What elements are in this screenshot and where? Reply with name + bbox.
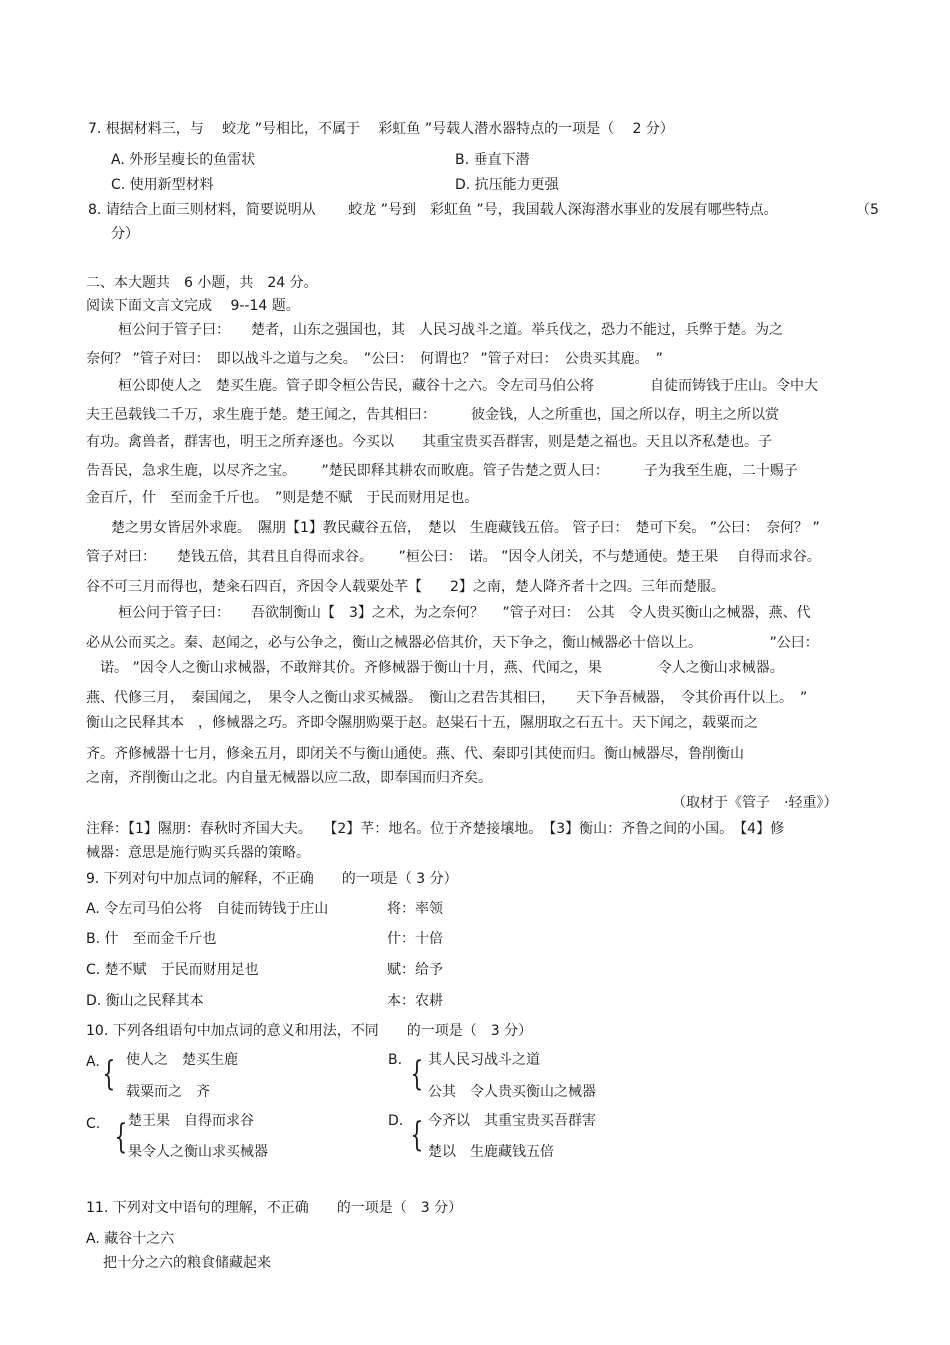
q10-option-b-line1: 其人民习战斗之道: [428, 1052, 540, 1068]
q9-option-d: D. 衡山之民释其本: [86, 993, 204, 1009]
passage-source: （取材于《管子 ·轻重》）: [672, 795, 838, 811]
q10-option-c-line1: 楚王果 自得而求谷: [128, 1113, 254, 1129]
passage-p4-line5: 衡山之民释其本 ，修械器之巧。齐即令隰朋购粟于赵。赵粜石十五，隰朋取之石五十。天下闻之，载粟而之: [86, 715, 758, 731]
q10-option-c-label: C.: [86, 1116, 101, 1132]
q7-option-b: B. 垂直下潜: [455, 152, 530, 168]
q9-option-a-gloss: 将：率领: [387, 901, 443, 917]
q9-stem: 9. 下列对句中加点词的解释，不正确 的一项是（ 3 分）: [86, 871, 458, 887]
q7-option-c: C. 使用新型材料: [111, 177, 214, 193]
q11-option-a-gloss: 把十分之六的粮食储藏起来: [103, 1255, 271, 1271]
passage-p3-line2: 管子对曰： 楚钱五倍，其君且自得而求谷。 ”桓公曰： 诺。 ”因令人闭关，不与楚通使。楚王果 自得而求谷。: [86, 549, 821, 565]
q7-stem: 7. 根据材料三，与 蛟龙 ”号相比，不属于 彩虹鱼 ”号载人潜水器特点的一项是（ 2 分）: [88, 121, 674, 137]
q10-option-c-brace: {: [114, 1117, 128, 1157]
passage-p1-line1: 桓公问于管子曰： 楚者，山东之强国也，其 人民习战斗之道。举兵伐之，恐力不能过，兵弊于楚。为之: [118, 322, 783, 338]
passage-p4-line6: 齐。齐修械器十七月，修籴五月，即闭关不与衡山通使。燕、代、秦即引其使而归。衡山械器尽，鲁削衡山: [86, 746, 744, 762]
q10-option-b-brace: {: [410, 1054, 424, 1094]
q9-option-c-gloss: 赋：给予: [387, 962, 443, 978]
q9-option-b-gloss: 什：十倍: [387, 931, 443, 947]
q11-option-a: A. 藏谷十之六: [86, 1231, 175, 1247]
q8-score-open: （5: [856, 202, 879, 218]
notes-line2: 械器：意思是施行购买兵器的策略。: [86, 845, 310, 861]
section-instruction: 阅读下面文言文完成 9--14 题。: [86, 298, 300, 314]
q9-option-a: A. 令左司马伯公将 自徒而铸钱于庄山: [86, 901, 329, 917]
q11-stem: 11. 下列对文中语句的理解，不正确 的一项是（ 3 分）: [86, 1200, 463, 1216]
q10-option-b-line2: 公其 令人贵买衡山之械器: [428, 1084, 596, 1100]
q10-option-a-label: A.: [86, 1054, 100, 1070]
q7-option-d: D. 抗压能力更强: [455, 177, 559, 193]
section-title: 二、本大题共 6 小题，共 24 分。: [86, 275, 318, 291]
q10-stem: 10. 下列各组语句中加点词的意义和用法，不同 的一项是（ 3 分）: [86, 1023, 533, 1039]
q10-option-a-line1: 使人之 楚买生鹿: [126, 1052, 238, 1068]
passage-p2-line3: 有功。禽兽者，群害也，明王之所弃逐也。今买以 其重宝贵买吾群害，则是楚之福也。天且以齐私楚也。子: [86, 434, 772, 450]
passage-p2-line4: 告吾民，急求生鹿，以尽齐之宝。 ”楚民即释其耕农而畋鹿。管子告楚之贾人曰： 子为我至生鹿，二十赐子: [86, 463, 798, 479]
passage-p3-line1: 楚之男女皆居外求鹿。 隰朋【1】教民藏谷五倍， 楚以 生鹿藏钱五倍。 管子曰： 楚可下矣。 ”公曰： 奈何？ ”: [111, 520, 820, 536]
q8-score-close: 分）: [111, 226, 139, 242]
q9-option-d-gloss: 本：农耕: [387, 993, 443, 1009]
passage-p4-line4: 燕、代修三月， 秦国闻之， 果令人之衡山求买械器。 衡山之君告其相曰， 天下争吾械器， 令其价再什以上。 ”: [86, 690, 808, 706]
q9-option-b: B. 什 至而金千斤也: [86, 931, 217, 947]
passage-p2-line5: 金百斤，什 至而金千斤也。 ”则是楚不赋 于民而财用足也。: [86, 490, 479, 506]
q10-option-c-line2: 果令人之衡山求买械器: [128, 1144, 268, 1160]
q10-option-b-label: B.: [388, 1052, 403, 1068]
passage-p4-line1: 桓公问于管子曰： 吾欲制衡山【 3】之术，为之奈何？ ”管子对曰： 公其 令人贵买衡山之械器，燕、代: [118, 605, 811, 621]
q10-option-a-line2: 载粟而之 齐: [126, 1084, 210, 1100]
passage-p4-line3: 诺。 ”因令人之衡山求械器，不敢辩其价。齐修械器于衡山十月，燕、代闻之，果 令人之衡山求械器。: [86, 660, 784, 676]
passage-p1-line2: 奈何？ ”管子对曰： 即以战斗之道与之矣。 ”公曰： 何谓也？ ”管子对曰： 公贵买其鹿。 ”: [86, 351, 663, 367]
q10-option-d-line1: 今齐以 其重宝贵买吾群害: [428, 1113, 596, 1129]
passage-p4-line7: 之南，齐削衡山之北。内自量无械器以应二敌，即奉国而归齐矣。: [86, 770, 492, 786]
passage-p2-line2: 夫王邑载钱二千万，求生鹿于楚。楚王闻之，告其相曰： 彼金钱，人之所重也，国之所以存，明主之所以赏: [86, 407, 779, 423]
q10-option-d-line2: 楚以 生鹿藏钱五倍: [428, 1144, 554, 1160]
passage-p2-line1: 桓公即使人之 楚买生鹿。管子即令桓公告民，藏谷十之六。令左司马伯公将 自徒而铸钱于庄山。令中大: [118, 378, 818, 394]
passage-p3-line3: 谷不可三月而得也，楚籴石四百，齐因令人载粟处芊【 2】之南，楚人降齐者十之四。三年而楚服。: [86, 579, 725, 595]
q7-option-a: A. 外形呈瘦长的鱼雷状: [111, 152, 256, 168]
passage-p4-line2: 必从公而买之。秦、赵闻之，必与公争之，衡山之械器必倍其价，天下争之，衡山械器必十倍以上。 ”公曰：: [86, 635, 819, 651]
notes-line1: 注释：【1】隰朋：春秋时齐国大夫。 【2】芊：地名。位于齐楚接壤地。 【3】衡山：齐鲁之间的小国。 【4】修: [86, 821, 785, 837]
q9-option-c: C. 楚不赋 于民而财用足也: [86, 962, 259, 978]
q8-stem: 8. 请结合上面三则材料，简要说明从 蛟龙 ”号到 彩虹鱼 ”号，我国载人深海潜水事业的发展有哪些特点。: [88, 202, 778, 218]
q10-option-d-label: D.: [388, 1113, 404, 1129]
q10-option-a-brace: {: [102, 1054, 116, 1094]
q10-option-d-brace: {: [410, 1115, 424, 1155]
